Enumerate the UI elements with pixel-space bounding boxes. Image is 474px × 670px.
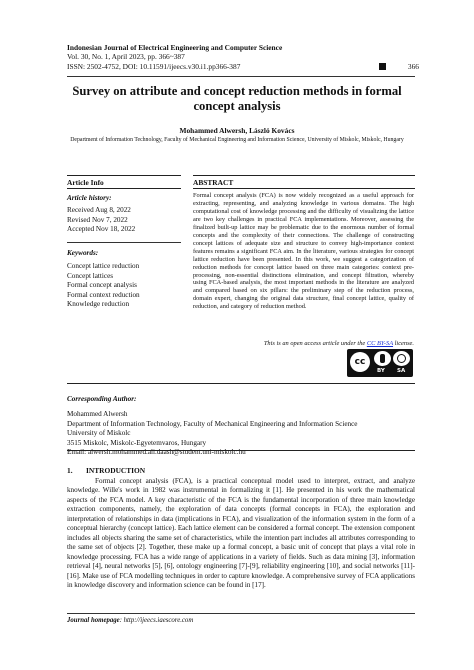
- sa-label: SA: [397, 368, 406, 374]
- journal-footer: [67, 617, 193, 624]
- keyword: Formal concept analysis: [67, 281, 137, 290]
- abstract-top-rule: [193, 175, 415, 176]
- author-name: Mohammed Alwersh: [67, 410, 128, 418]
- cc-logo-icon: cc: [350, 352, 370, 372]
- author-department: Department of Information Technology, Faculty of Mechanical Engineering and Information Science: [67, 419, 358, 428]
- section-title: INTRODUCTION: [86, 466, 146, 475]
- cc-by-sa-badge[interactable]: [347, 349, 413, 377]
- open-access-note: [238, 340, 414, 347]
- issn-line: ISSN: 2502-4752, DOI: 10.11591/ijeecs.v30.i1.pp366-387: [67, 61, 241, 71]
- article-info-top-rule: [67, 175, 181, 176]
- keywords-label: Keywords:: [67, 249, 99, 257]
- journal-header: [67, 43, 419, 71]
- history-label: Article history:: [67, 194, 112, 202]
- page-number: 366: [407, 61, 419, 71]
- paper-title: Survey on attribute and concept reduction methods in formal concept analysis: [72, 84, 402, 113]
- author-university: University of Miskolc: [67, 429, 131, 438]
- keywords-list: [67, 262, 140, 310]
- share-alike-icon: [393, 351, 410, 366]
- article-info-bottom-rule: [67, 188, 181, 189]
- oa-prefix: This is an open access article under the: [263, 340, 367, 347]
- section-heading: [67, 466, 145, 475]
- journal-name: Indonesian Journal of Electrical Engineering and Computer Science: [67, 43, 283, 52]
- footer-rule: [67, 613, 415, 614]
- attribution-icon: [374, 351, 391, 366]
- authors: Mohammed Alwersh, László Kovács: [179, 126, 295, 135]
- oa-suffix: license.: [393, 340, 414, 347]
- keyword: Knowledge reduction: [67, 300, 130, 309]
- journal-homepage-link[interactable]: : http://ijeecs.iaescore.com: [119, 617, 194, 624]
- history-revised: Revised Nov 7, 2022: [67, 215, 128, 224]
- author-email: Email: alwersh.mohammed.ali.daash@student.uni-miskolc.hu: [67, 448, 246, 457]
- affiliation: Department of Information Technology, Faculty of Mechanical Engineering and Information Science, University of Miskolc, Miskolc, Hungary: [70, 137, 404, 143]
- introduction-text: Formal concept analysis (FCA), is a practical conceptual model used to interpret, extract, and analyze knowledge. Wille's work in 1982 was instrumental in formalizing it [1]. He presented in his work the mathematical aspects of the FCA model. A key characteristic of the FCA is the fundamental incorporation of three main knowledge extraction components, namely, the exploration of data concepts (formal concepts in FCA), the exploration and interpretation of relationships in data (implications in FCA), and visualization of the information system in the form of a conceptual hierarchy (concept lattice). Each lattice element can be considered a formal concept. The extension component includes all objects sharing the same set of characteristics, while the intention part includes all attributes corresponding to the same set of objects [2]. Together, these make up a formal concept, a basic unit of concept that plays a vital role in knowledge processing. FCA has a wide range of applications in a variety of fields. Such as data mining [3], information retrieval [4], neural networks [5], [6], ontology engineering [7]-[9], reliability engineering [10], and social networks [11]-[16]. Make use of FCA modelling techniques in order to capture knowledge. A comprehensive survey of FCA applications in knowledge discovery and information science can be found in [17].: [67, 477, 415, 589]
- keyword: Concept lattices: [67, 271, 114, 280]
- keyword: Concept lattice reduction: [67, 262, 140, 270]
- abstract-bottom-rule: [193, 188, 415, 189]
- square-icon: [379, 63, 386, 70]
- history-rule: [67, 242, 181, 243]
- by-label: BY: [377, 368, 385, 374]
- history-received: Received Aug 8, 2022: [67, 206, 131, 214]
- article-history: [67, 206, 135, 235]
- footer-label: Journal homepage: [67, 617, 120, 624]
- license-link[interactable]: CC BY-SA: [366, 340, 394, 347]
- abstract-text: Formal concept analysis (FCA) is now widely recognized as a useful approach for extracting, representing, and analyzing knowledge in various domains. The high computational cost of knowledge processing and the difficulty of visualizing the lattice are two key challenges in practical FCA implementations. Moreover, assessing the finalized built-up lattice may be problematic due to the enormous number of formal concepts and the complexity of their connections. The challenge of constructing concept lattices of adequate size and structure to convey high-importance context features remains a significant FCA aim. In the literature, various strategies for concept lattice reduction have been presented. In this work, we suggest a categorization of reduction methods for concept lattice based on three main categories: context pre-processing, non-essential distinctions elimination, and concept filtration, whereby using FCA-based analysis, the most important methods in the literature are analyzed and compared based on six pillars: the preliminary step of the reduction process, domain expert, changing the original data structure, final concept lattice, quality of reduction, and category of reduction method.: [193, 192, 414, 311]
- corresponding-top-rule: [67, 383, 415, 384]
- corresponding-bottom-rule: [67, 450, 415, 451]
- history-accepted: Accepted Nov 18, 2022: [67, 225, 136, 234]
- abstract-heading: ABSTRACT: [193, 178, 234, 187]
- volume-line: Vol. 30, No. 1, April 2023, pp. 366~387: [67, 52, 185, 62]
- keyword: Formal context reduction: [67, 290, 140, 299]
- article-info-heading: Article Info: [67, 178, 104, 187]
- corresponding-author: [67, 395, 415, 458]
- corresponding-heading: Corresponding Author:: [67, 395, 137, 403]
- header-rule: [67, 76, 415, 77]
- section-number: 1.: [67, 466, 73, 475]
- author-address: 3515 Miskolc, Miskolc-Egyetemvaros, Hungary: [67, 438, 207, 447]
